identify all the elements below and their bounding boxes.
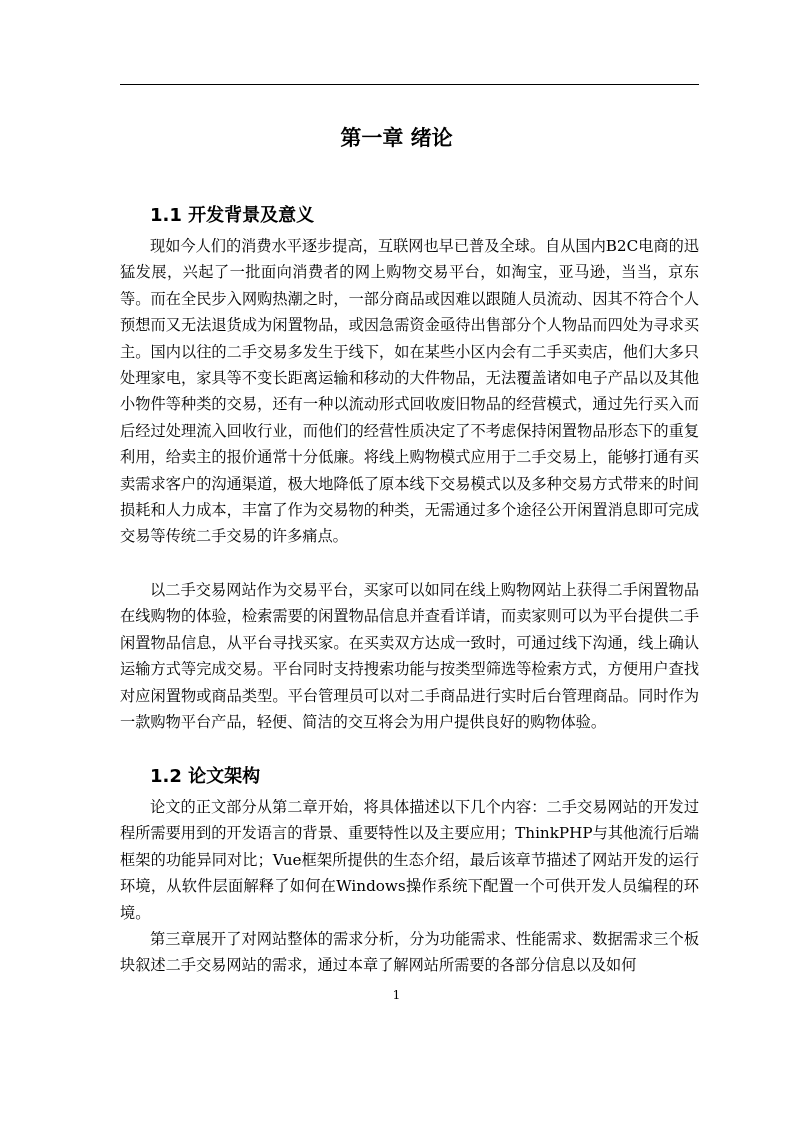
paragraph-background-1: 现如今人们的消费水平逐步提高，互联网也早已普及全球。自从国内B2C电商的迅猛发展，兴起了一批面向消费者的网上购物交易平台，如淘宝，亚马逊，当当，京东等。而在全民步入网购热潮之时，一部分商品或因难以跟随人员流动、因其不符合个人预想而又无法退货成为闲置物品，或因急需资金亟待出售部分个人物品而四处为寻求买主。国内以往的二手交易多发生于线下，如在某些小区内会有二手买卖店，他们大多只处理家电，家具等不变长距离运输和移动的大件物品，无法覆盖诸如电子产品以及其他小物件等种类的交易，还有一种以流动形式回收废旧物品的经营模式，通过先行买入而后经过处理流入回收行业，而他们的经营性质决定了不考虑保持闲置物品形态下的重复利用，给卖主的报价通常十分低廉。将线上购物模式应用于二手交易上，能够打通有买卖需求客户的沟通渠道，极大地降低了原本线下交易模式以及多种交易方式带来的时间损耗和人力成本，丰富了作为交易物的种类，无需通过多个途径公开闲置消息即可完成交易等传统二手交易的许多痛点。 xyxy=(120,237,699,546)
chapter-title: 第一章 绪论 xyxy=(340,126,453,150)
page-number: 1 xyxy=(392,988,401,1002)
paragraph-structure-1: 论文的正文部分从第二章开始，将具体描述以下几个内容：二手交易网站的开发过程所需要用到的开发语言的背景、重要特性以及主要应用；ThinkPHP与其他流行后端框架的功能异同对比；Vue框架所提供的生态介绍，最后该章节描述了网站开发的运行环境，从软件层面解释了如何在Windows操作系统下配置一个可供开发人员编程的环境。 xyxy=(120,798,699,922)
section-heading-1-1: 1.1 开发背景及意义 xyxy=(150,205,315,226)
section-heading-1-2: 1.2 论文架构 xyxy=(150,766,261,787)
paragraph-background-2: 以二手交易网站作为交易平台，买家可以如同在线上购物网站上获得二手闲置物品在线购物的体验，检索需要的闲置物品信息并查看详请，而卖家则可以为平台提供二手闲置物品信息，从平台寻找买家。在买卖双方达成一致时，可通过线下沟通，线上确认运输方式等完成交易。平台同时支持搜索功能与按类型筛选等检索方式，方便用户查找对应闲置物或商品类型。平台管理员可以对二手商品进行实时后台管理商品。同时作为一款购物平台产品，轻便、简洁的交互将会为用户提供良好的购物体验。 xyxy=(120,581,699,732)
paragraph-structure-2: 第三章展开了对网站整体的需求分析，分为功能需求、性能需求、数据需求三个板块叙述二手交易网站的需求，通过本章了解网站所需要的各部分信息以及如何 xyxy=(120,930,699,975)
header-rule xyxy=(120,84,699,85)
